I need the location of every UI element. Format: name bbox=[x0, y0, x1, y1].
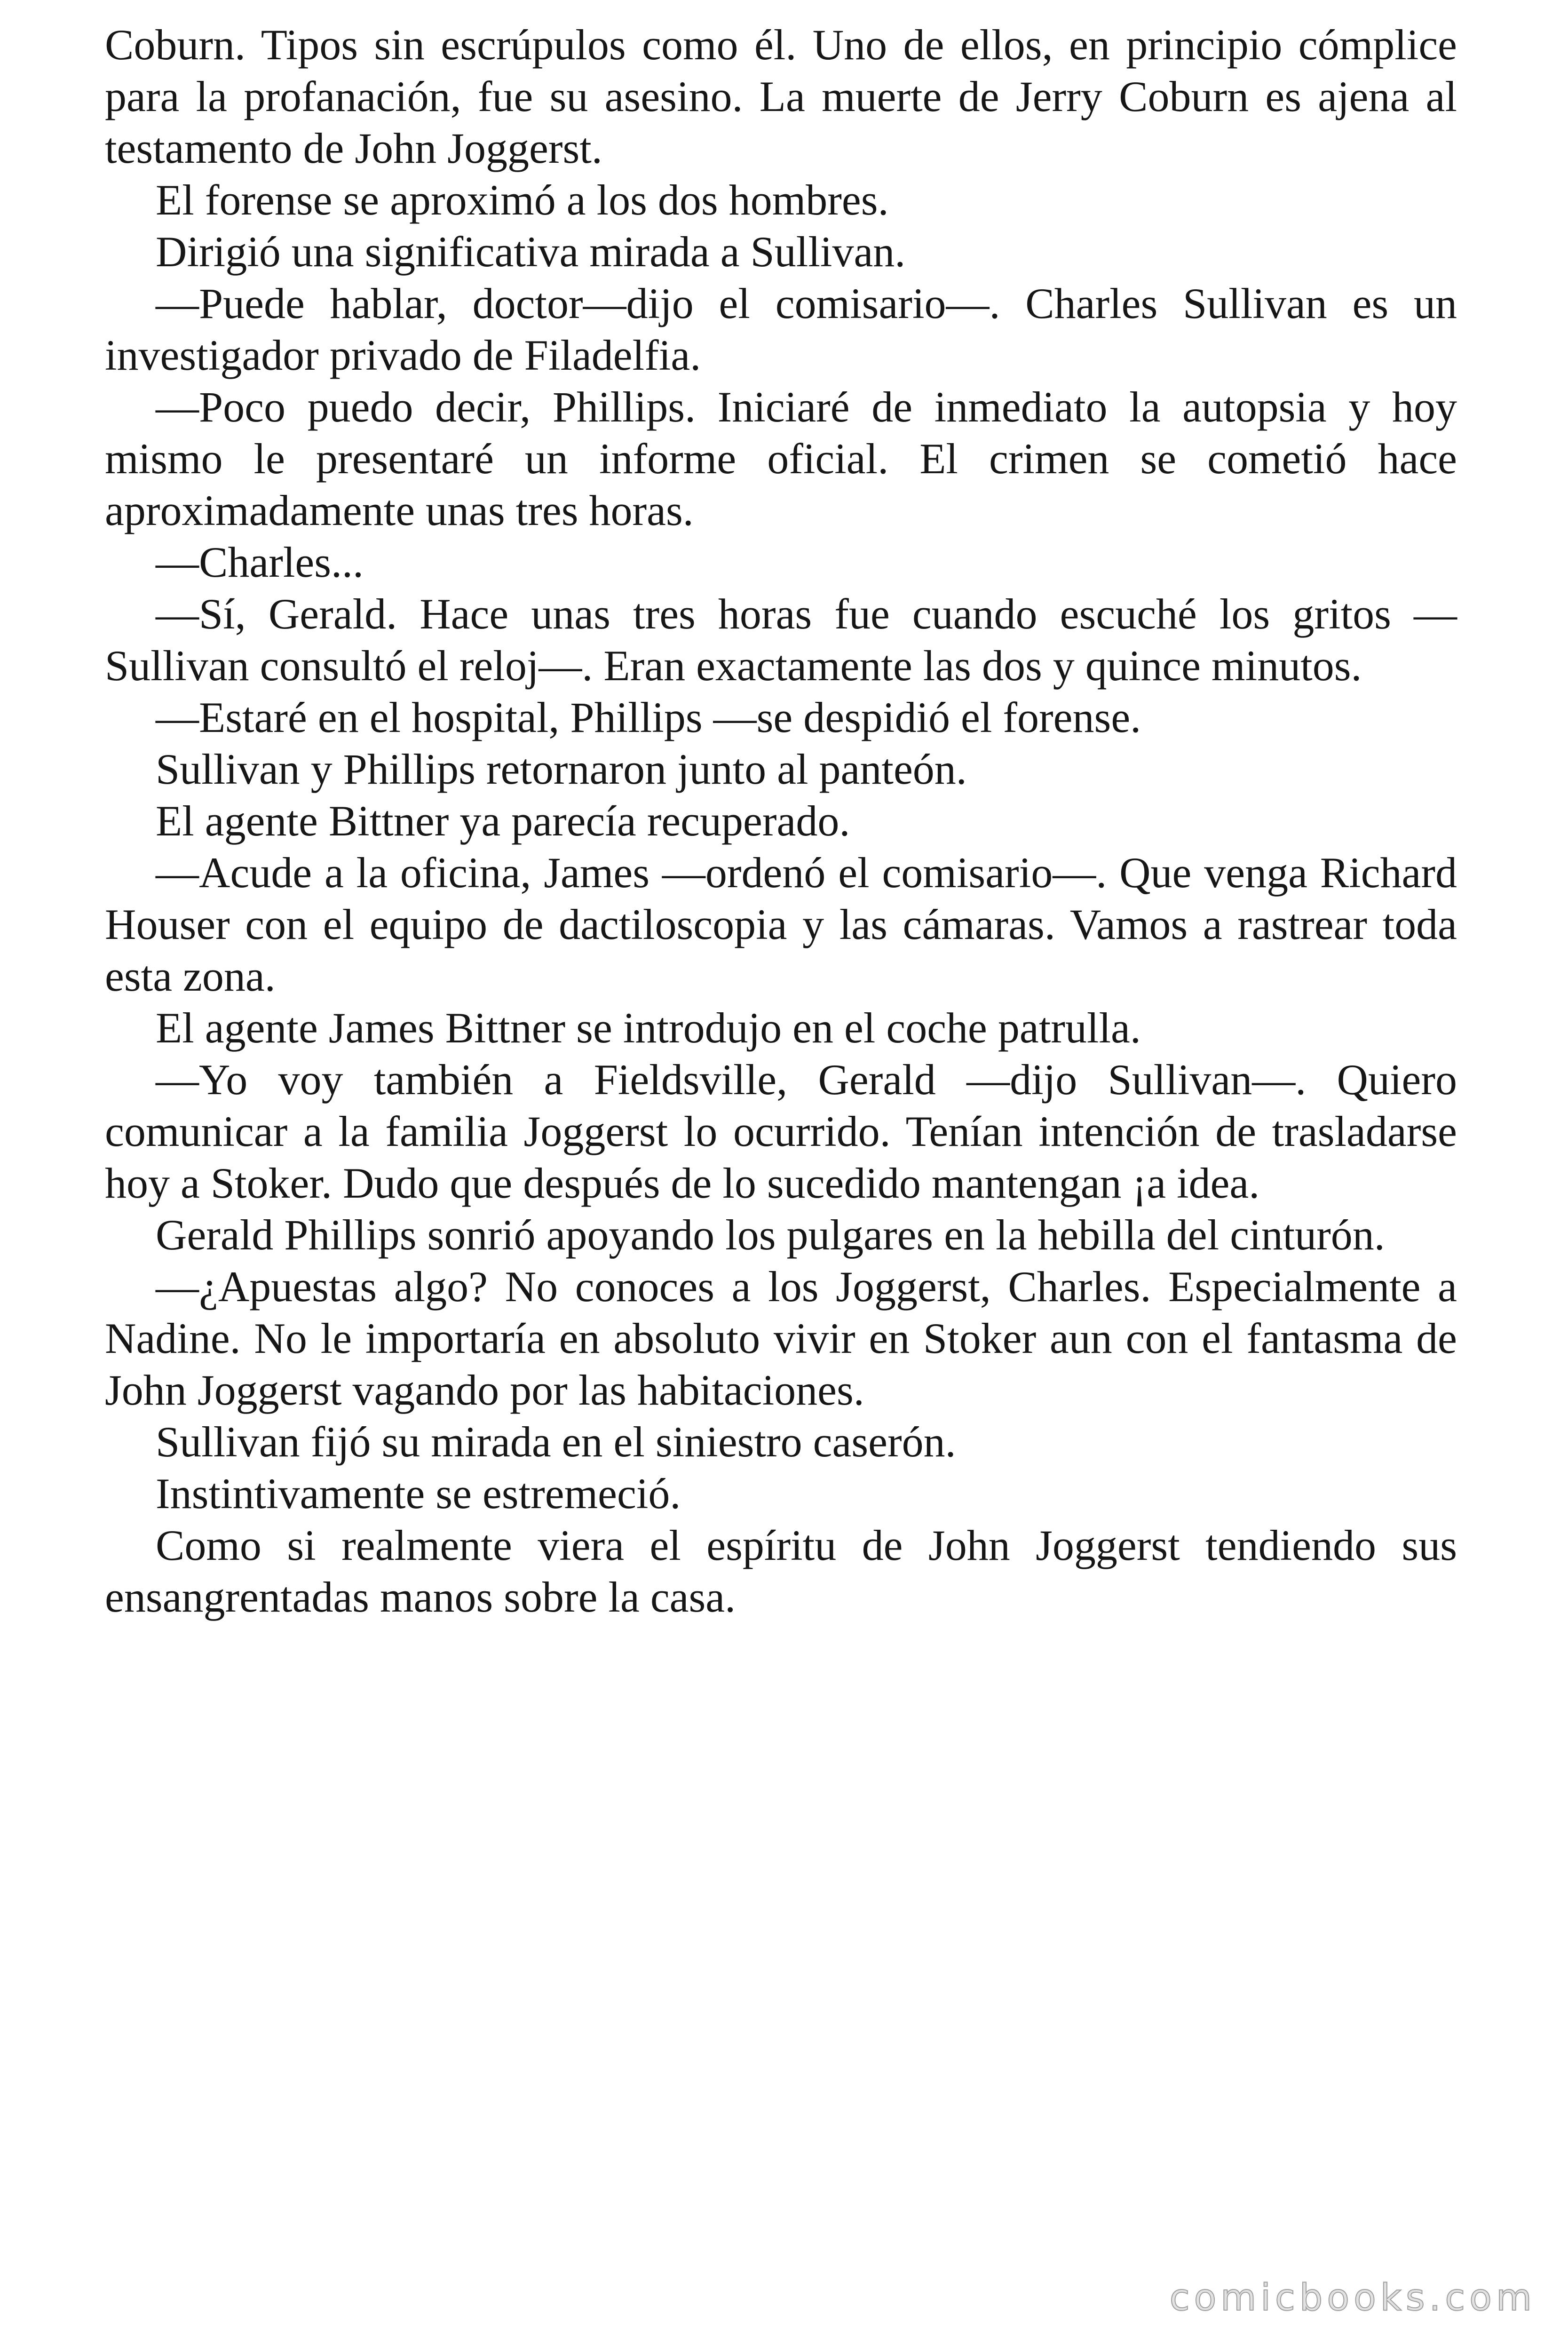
paragraph bbox=[105, 536, 1457, 588]
paragraph bbox=[105, 174, 1457, 226]
text-line: Nadine. No le importaría en absoluto vivir en Stoker aun con el fantasma de bbox=[105, 1314, 1457, 1362]
text-line: —Estaré en el hospital, Phillips —se despidió el forense. bbox=[156, 693, 1141, 741]
text-line: para la profanación, fue su asesino. La muerte de Jerry Coburn es ajena al bbox=[105, 72, 1457, 120]
text-line: Coburn. Tipos sin escrúpulos como él. Uno de ellos, en principio cómplice bbox=[105, 21, 1457, 69]
text-line: —Yo voy también a Fieldsville, Gerald —dijo Sullivan—. Quiero bbox=[156, 1056, 1457, 1104]
text-line: hoy a Stoker. Dudo que después de lo sucedido mantengan ¡a idea. bbox=[105, 1159, 1260, 1207]
text-line: Gerald Phillips sonrió apoyando los pulgares en la hebilla del cinturón. bbox=[156, 1211, 1385, 1259]
text-line: ensangrentadas manos sobre la casa. bbox=[105, 1573, 736, 1621]
paragraph bbox=[105, 847, 1457, 1002]
paragraph bbox=[105, 1519, 1457, 1623]
text-line: El agente James Bittner se introdujo en el coche patrulla. bbox=[156, 1004, 1141, 1052]
text-line: Dirigió una significativa mirada a Sullivan. bbox=[156, 228, 906, 276]
text-line: —Acude a la oficina, James —ordenó el comisario—. Que venga Richard bbox=[156, 849, 1457, 897]
paragraph bbox=[105, 1002, 1457, 1054]
text-line: —¿Apuestas algo? No conoces a los Joggerst, Charles. Especialmente a bbox=[156, 1263, 1457, 1311]
site-watermark: comicbooks.com bbox=[1169, 2277, 1536, 2319]
text-line: —Puede hablar, doctor—dijo el comisario—. Charles Sullivan es un bbox=[156, 279, 1457, 327]
paragraph bbox=[105, 19, 1457, 174]
paragraph bbox=[105, 588, 1457, 691]
text-line: —Charles... bbox=[156, 538, 364, 586]
text-line: comunicar a la familia Joggerst lo ocurrido. Tenían intención de trasladarse bbox=[105, 1107, 1457, 1155]
paragraph bbox=[105, 226, 1457, 278]
text-line: testamento de John Joggerst. bbox=[105, 124, 602, 172]
text-line: Instintivamente se estremeció. bbox=[156, 1470, 681, 1518]
text-line: aproximadamente unas tres horas. bbox=[105, 486, 694, 534]
text-line: Sullivan y Phillips retornaron junto al panteón. bbox=[156, 745, 967, 793]
book-page-text bbox=[105, 19, 1457, 1623]
text-line: investigador privado de Filadelfia. bbox=[105, 331, 701, 379]
text-line: John Joggerst vagando por las habitaciones. bbox=[105, 1366, 864, 1414]
text-line: —Sí, Gerald. Hace unas tres horas fue cuando escuché los gritos — bbox=[156, 590, 1457, 638]
paragraph bbox=[105, 1468, 1457, 1519]
text-line: El forense se aproximó a los dos hombres. bbox=[156, 176, 889, 224]
text-line: Sullivan consultó el reloj—. Eran exactamente las dos y quince minutos. bbox=[105, 642, 1362, 690]
paragraph bbox=[105, 278, 1457, 381]
text-line: —Poco puedo decir, Phillips. Iniciaré de inmediato la autopsia y hoy bbox=[156, 383, 1457, 431]
paragraph bbox=[105, 1261, 1457, 1416]
paragraph bbox=[105, 743, 1457, 795]
text-line: mismo le presentaré un informe oficial. El crimen se cometió hace bbox=[105, 435, 1457, 483]
text-line: Houser con el equipo de dactiloscopia y las cámaras. Vamos a rastrear toda bbox=[105, 900, 1457, 948]
text-line: Sullivan fijó su mirada en el siniestro caserón. bbox=[156, 1418, 956, 1466]
paragraph bbox=[105, 795, 1457, 847]
paragraph bbox=[105, 381, 1457, 536]
paragraph bbox=[105, 691, 1457, 743]
paragraph bbox=[105, 1209, 1457, 1261]
text-line: El agente Bittner ya parecía recuperado. bbox=[156, 797, 850, 845]
text-line: esta zona. bbox=[105, 952, 276, 1000]
paragraph bbox=[105, 1054, 1457, 1209]
paragraph bbox=[105, 1416, 1457, 1468]
text-line: Como si realmente viera el espíritu de John Joggerst tendiendo sus bbox=[156, 1521, 1457, 1569]
